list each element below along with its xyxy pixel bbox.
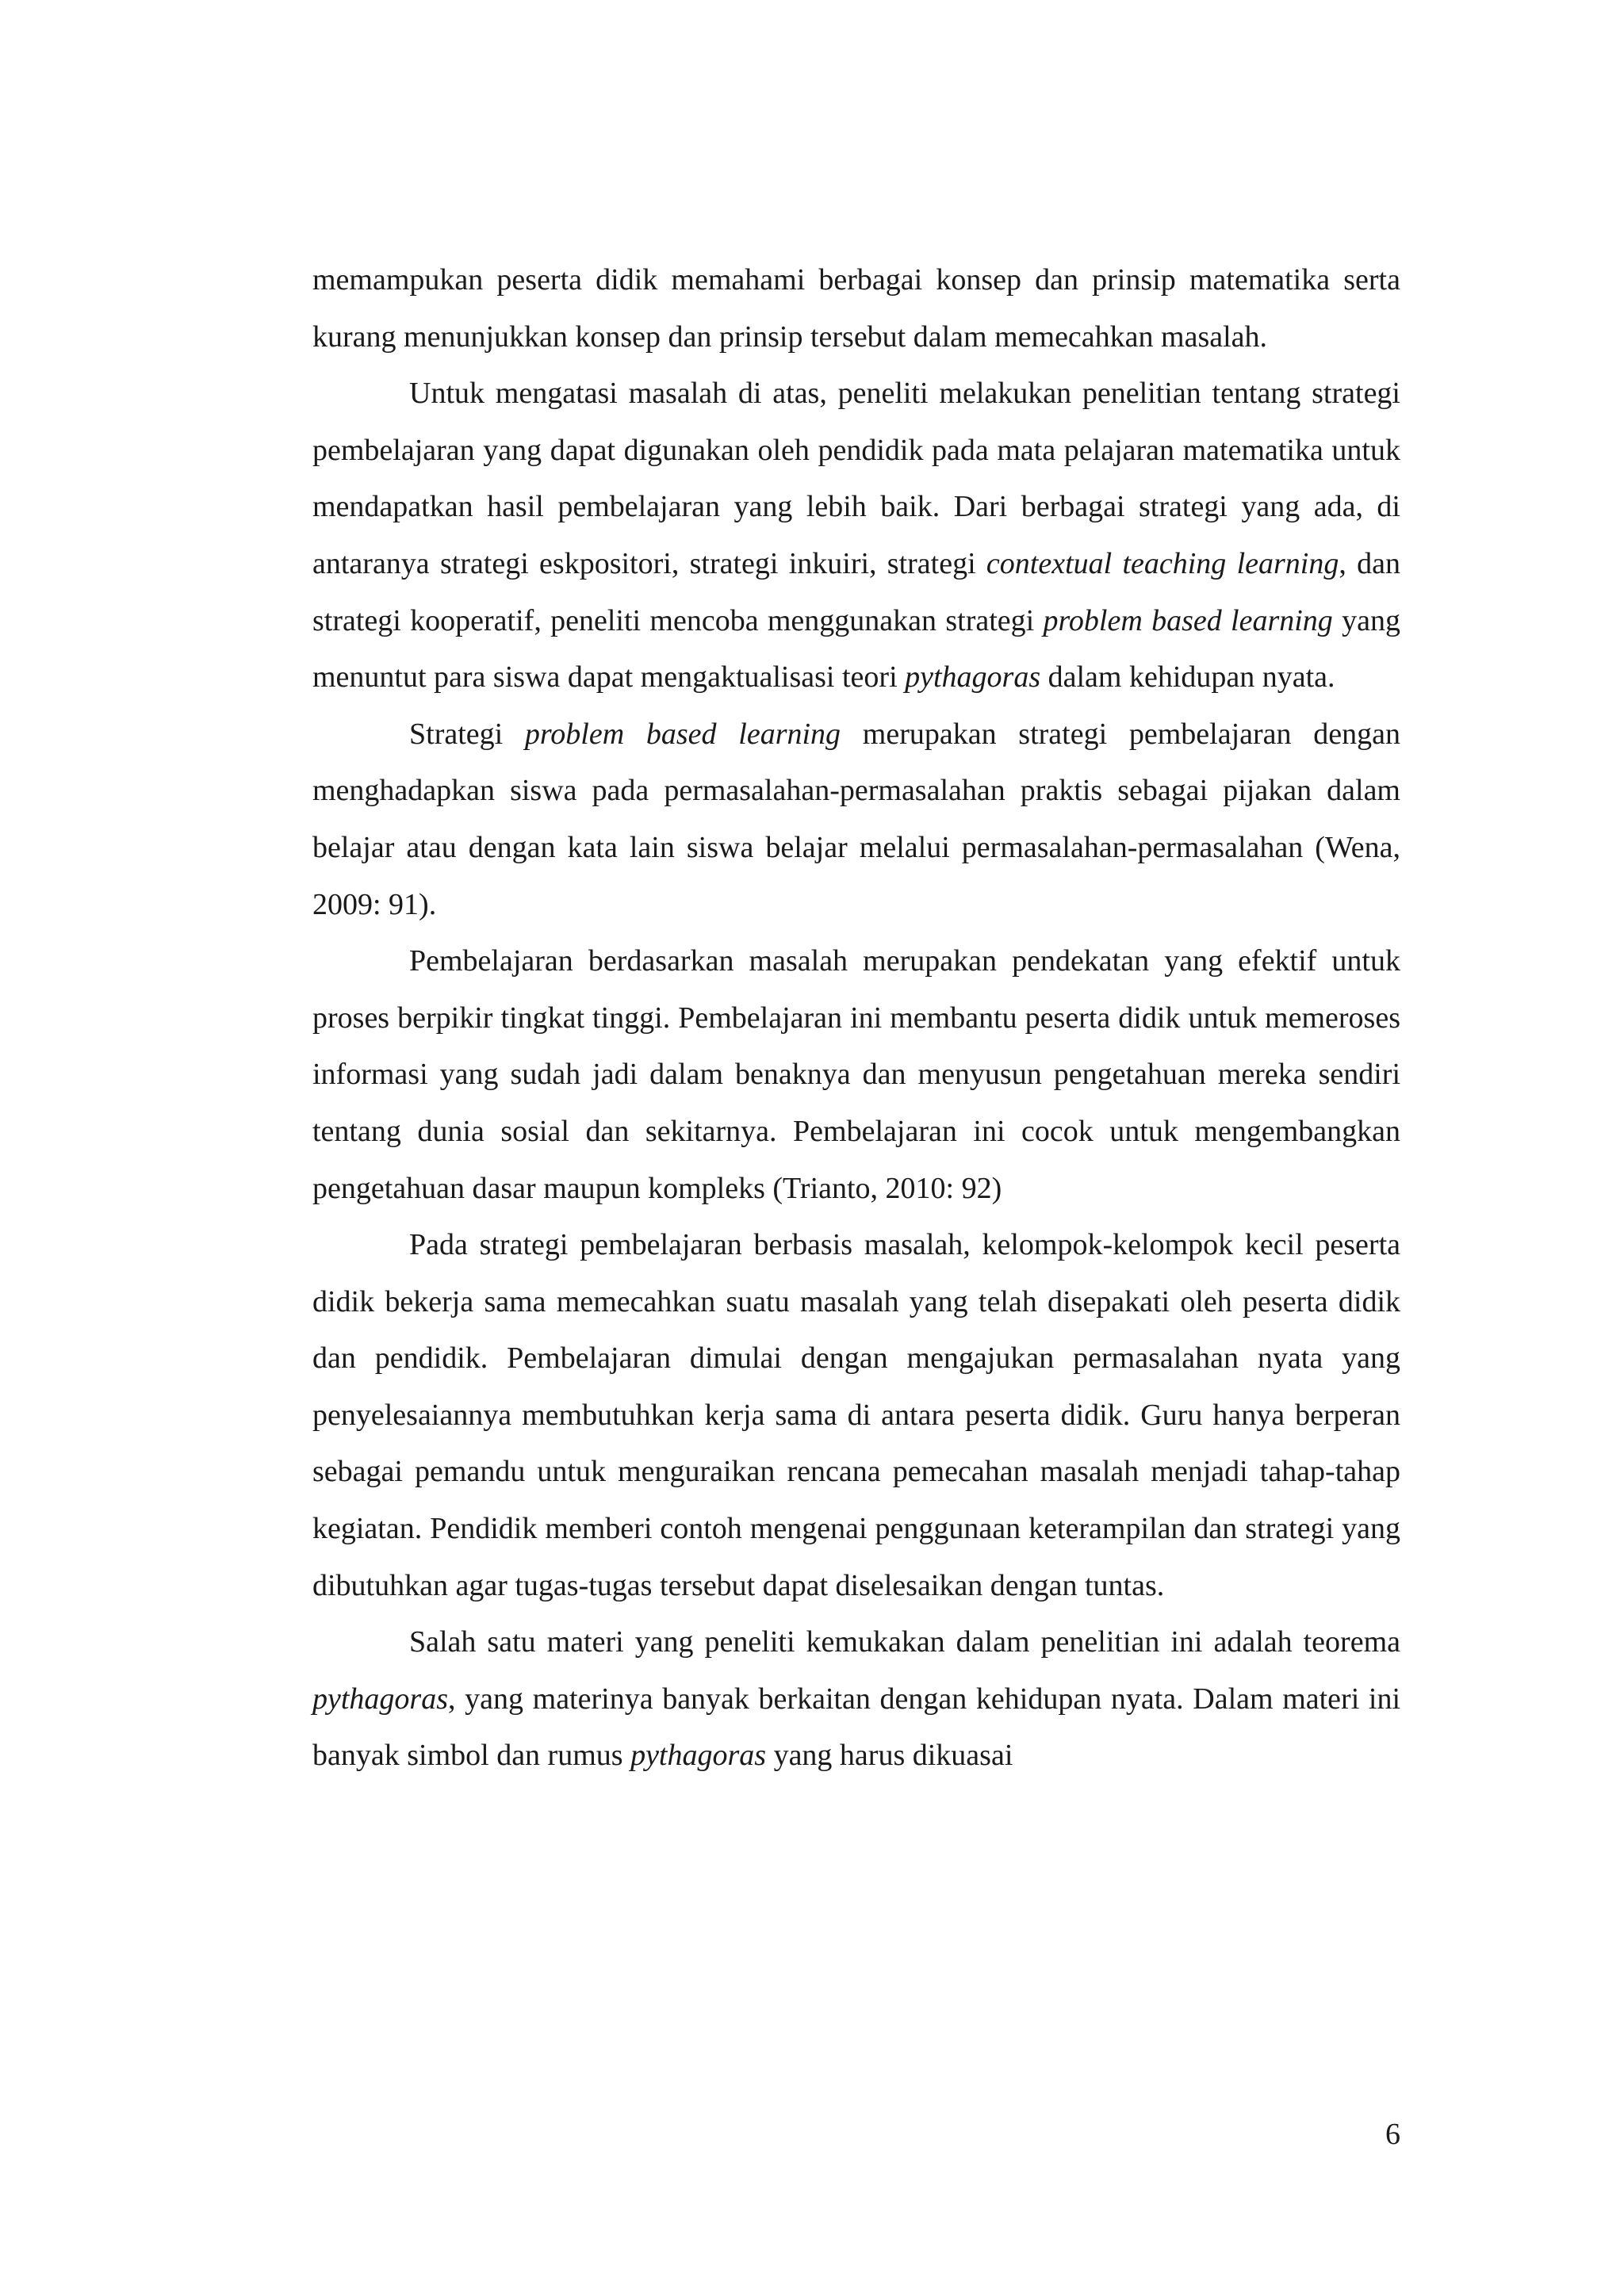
text-run: dalam kehidupan nyata. xyxy=(1040,660,1335,695)
italic-term: problem based learning xyxy=(1043,603,1333,637)
text-run: yang menuntut para siswa dapat mengaktualisasi teori xyxy=(312,603,1400,695)
text-run: , dan strategi kooperatif, peneliti mencoba menggunakan strategi xyxy=(312,546,1400,637)
paragraph-2 xyxy=(312,365,1400,706)
italic-term: pythagoras xyxy=(905,660,1041,695)
italic-term: contextual teaching learning xyxy=(986,546,1339,580)
text-run: Pembelajaran berdasarkan masalah merupakan pendekatan yang efektif untuk proses berpikir tingkat tinggi. Pembelajaran ini membantu peserta didik untuk memeroses informasi yang sudah jadi dalam benaknya dan menyusun pengetahuan mereka sendiri tentang dunia sosial dan sekitarnya. Pembelajaran ini cocok untuk mengembangkan pengetahuan dasar maupun kompleks (Trianto, 2010: 92) xyxy=(312,944,1400,1205)
text-run: , yang materinya banyak berkaitan dengan kehidupan nyata. Dalam materi ini banyak simbol dan rumus xyxy=(312,1682,1400,1773)
paragraph-4 xyxy=(312,933,1400,1217)
text-run: Strategi xyxy=(409,717,525,751)
italic-term: pythagoras xyxy=(630,1739,767,1773)
paragraph-5 xyxy=(312,1217,1400,1614)
text-run: yang harus dikuasai xyxy=(766,1739,1013,1773)
text-run: Salah satu materi yang peneliti kemukakan dalam penelitian ini adalah teorema xyxy=(409,1625,1400,1659)
italic-term: pythagoras xyxy=(312,1682,448,1716)
page-number: 6 xyxy=(1385,2118,1400,2151)
paragraph-1 xyxy=(312,252,1400,365)
italic-term: problem based learning xyxy=(524,717,841,751)
text-run: Untuk mengatasi masalah di atas, peneliti melakukan penelitian tentang strategi pembelajaran yang dapat digunakan oleh pendidik pada mata pelajaran matematika untuk mendapatkan hasil pembelajaran yang lebih baik. Dari berbagai strategi yang ada, di antaranya strategi eskpositori, strategi inkuiri, strategi xyxy=(312,377,1400,580)
body-text xyxy=(312,252,1400,1785)
text-run: memampukan peserta didik memahami berbagai konsep dan prinsip matematika serta kurang menunjukkan konsep dan prinsip tersebut dalam memecahkan masalah. xyxy=(312,263,1400,354)
paragraph-6 xyxy=(312,1614,1400,1785)
text-run: merupakan strategi pembelajaran dengan menghadapkan siswa pada permasalahan-permasalahan praktis sebagai pijakan dalam belajar atau dengan kata lain siswa belajar melalui permasalahan-permasalahan (Wena, 2009: 91). xyxy=(312,717,1400,921)
text-run: Pada strategi pembelajaran berbasis masalah, kelompok-kelompok kecil peserta didik bekerja sama memecahkan suatu masalah yang telah disepakati oleh peserta didik dan pendidik. Pembelajaran dimulai dengan mengajukan permasalahan nyata yang penyelesaiannya membutuhkan kerja sama di antara peserta didik. Guru hanya berperan sebagai pemandu untuk menguraikan rencana pemecahan masalah menjadi tahap-tahap kegiatan. Pendidik memberi contoh mengenai penggunaan keterampilan dan strategi yang dibutuhkan agar tugas-tugas tersebut dapat diselesaikan dengan tuntas. xyxy=(312,1228,1400,1602)
paragraph-3 xyxy=(312,706,1400,933)
